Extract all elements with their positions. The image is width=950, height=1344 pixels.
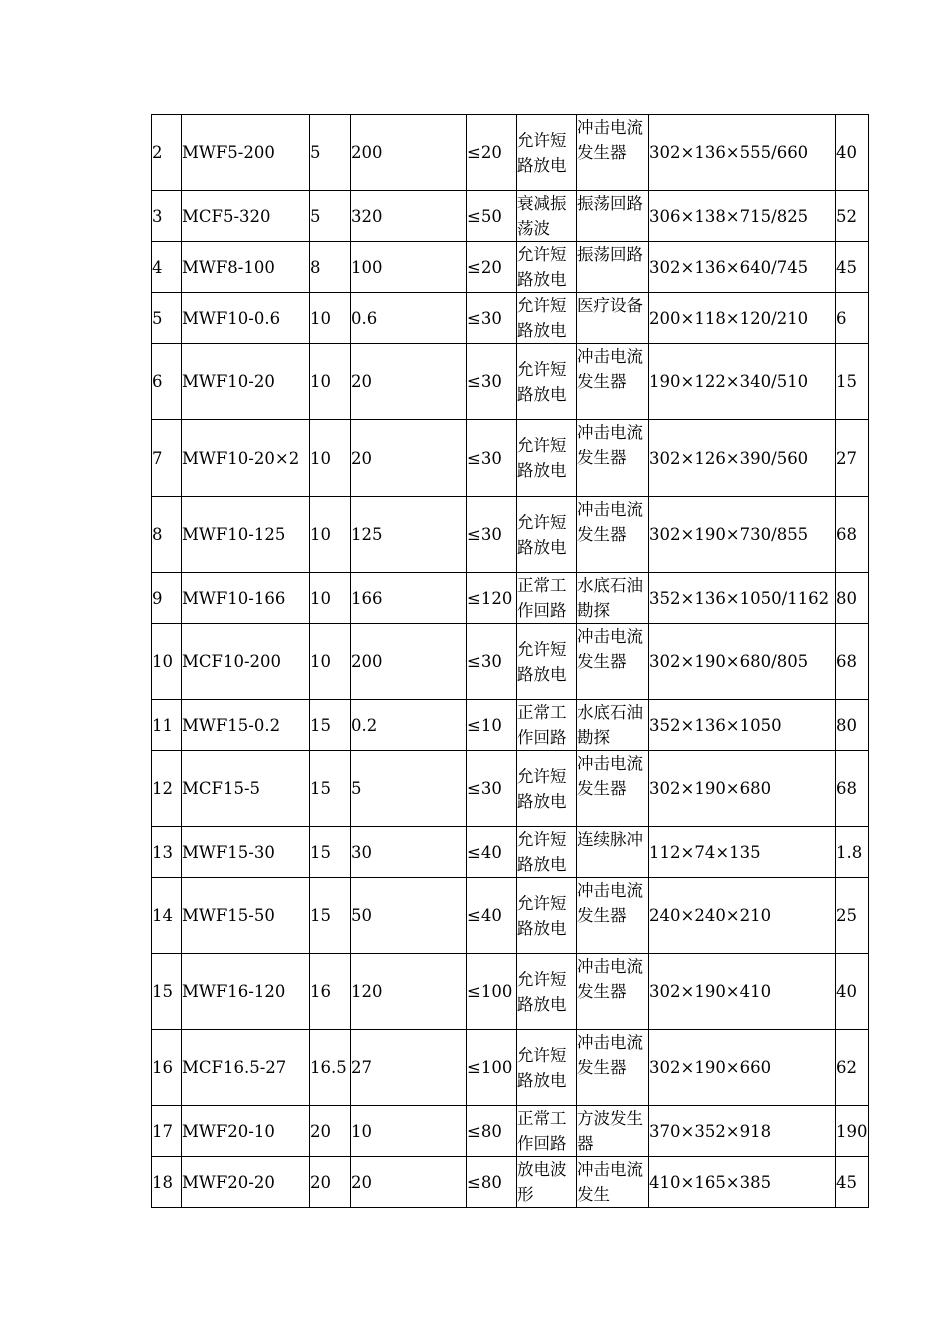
cell-usage: 允许短路放电 [517,878,577,954]
cell-capacity: 27 [351,1030,467,1106]
cell-no: 13 [152,827,182,878]
table-row [152,878,869,954]
cell-voltage: 16 [310,954,351,1030]
cell-dimensions: 302×190×410 [649,954,836,1030]
cell-inductance: ≤30 [467,293,517,344]
cell-application: 水底石油勘探 [577,700,649,751]
cell-voltage: 15 [310,751,351,827]
cell-usage: 允许短路放电 [517,751,577,827]
cell-voltage: 5 [310,115,351,191]
cell-no: 10 [152,624,182,700]
cell-application: 冲击电流发生器 [577,115,649,191]
cell-model: MWF10-166 [182,573,310,624]
cell-application: 连续脉冲 [577,827,649,878]
cell-voltage: 8 [310,242,351,293]
cell-application: 医疗设备 [577,293,649,344]
cell-inductance: ≤30 [467,420,517,497]
cell-model: MCF16.5-27 [182,1030,310,1106]
cell-capacity: 100 [351,242,467,293]
cell-dimensions: 352×136×1050/1162 [649,573,836,624]
cell-model: MWF10-20×2 [182,420,310,497]
cell-weight: 52 [836,191,869,242]
table-row [152,293,869,344]
cell-dimensions: 302×126×390/560 [649,420,836,497]
cell-dimensions: 190×122×340/510 [649,344,836,420]
cell-model: MWF8-100 [182,242,310,293]
cell-model: MCF15-5 [182,751,310,827]
cell-application: 冲击电流发生器 [577,751,649,827]
cell-dimensions: 302×190×730/855 [649,497,836,573]
cell-voltage: 15 [310,700,351,751]
cell-capacity: 50 [351,878,467,954]
table-row [152,242,869,293]
table-row [152,1157,869,1208]
cell-usage: 衰减振荡波 [517,191,577,242]
cell-model: MWF15-0.2 [182,700,310,751]
cell-model: MWF15-50 [182,878,310,954]
cell-weight: 68 [836,497,869,573]
cell-usage: 允许短路放电 [517,954,577,1030]
cell-weight: 40 [836,115,869,191]
cell-weight: 80 [836,573,869,624]
cell-weight: 68 [836,624,869,700]
cell-application: 冲击电流发生器 [577,878,649,954]
cell-no: 6 [152,344,182,420]
table-row [152,624,869,700]
cell-model: MWF5-200 [182,115,310,191]
cell-application: 冲击电流发生器 [577,954,649,1030]
cell-capacity: 0.2 [351,700,467,751]
table-row [152,700,869,751]
cell-application: 冲击电流发生器 [577,497,649,573]
cell-usage: 允许短路放电 [517,115,577,191]
cell-weight: 68 [836,751,869,827]
cell-capacity: 20 [351,344,467,420]
cell-inductance: ≤40 [467,827,517,878]
cell-usage: 放电波形 [517,1157,577,1208]
cell-capacity: 320 [351,191,467,242]
cell-dimensions: 240×240×210 [649,878,836,954]
table-row [152,115,869,191]
table-row [152,344,869,420]
cell-capacity: 125 [351,497,467,573]
cell-inductance: ≤30 [467,497,517,573]
cell-voltage: 20 [310,1106,351,1157]
cell-model: MCF10-200 [182,624,310,700]
cell-usage: 允许短路放电 [517,827,577,878]
cell-application: 方波发生器 [577,1106,649,1157]
cell-no: 15 [152,954,182,1030]
cell-capacity: 30 [351,827,467,878]
cell-inductance: ≤30 [467,344,517,420]
cell-inductance: ≤40 [467,878,517,954]
cell-weight: 45 [836,1157,869,1208]
cell-inductance: ≤50 [467,191,517,242]
cell-inductance: ≤30 [467,751,517,827]
cell-voltage: 16.5 [310,1030,351,1106]
cell-capacity: 120 [351,954,467,1030]
cell-weight: 190 [836,1106,869,1157]
cell-voltage: 5 [310,191,351,242]
cell-no: 8 [152,497,182,573]
cell-weight: 45 [836,242,869,293]
cell-capacity: 200 [351,624,467,700]
cell-inductance: ≤80 [467,1106,517,1157]
cell-no: 4 [152,242,182,293]
cell-usage: 允许短路放电 [517,344,577,420]
cell-dimensions: 302×136×640/745 [649,242,836,293]
cell-no: 16 [152,1030,182,1106]
cell-inductance: ≤100 [467,954,517,1030]
cell-application: 冲击电流发生器 [577,344,649,420]
cell-weight: 40 [836,954,869,1030]
cell-usage: 允许短路放电 [517,624,577,700]
cell-application: 冲击电流发生器 [577,624,649,700]
cell-capacity: 5 [351,751,467,827]
cell-no: 14 [152,878,182,954]
cell-no: 2 [152,115,182,191]
cell-dimensions: 352×136×1050 [649,700,836,751]
cell-inductance: ≤120 [467,573,517,624]
cell-application: 振荡回路 [577,242,649,293]
cell-application: 冲击电流发生 [577,1157,649,1208]
cell-weight: 1.8 [836,827,869,878]
cell-dimensions: 302×136×555/660 [649,115,836,191]
cell-inductance: ≤20 [467,115,517,191]
cell-weight: 6 [836,293,869,344]
cell-usage: 允许短路放电 [517,242,577,293]
cell-usage: 允许短路放电 [517,1030,577,1106]
cell-usage: 允许短路放电 [517,293,577,344]
cell-weight: 62 [836,1030,869,1106]
cell-weight: 80 [836,700,869,751]
cell-usage: 正常工作回路 [517,700,577,751]
cell-voltage: 10 [310,497,351,573]
cell-voltage: 10 [310,420,351,497]
table-row [152,751,869,827]
cell-dimensions: 370×352×918 [649,1106,836,1157]
cell-inductance: ≤100 [467,1030,517,1106]
cell-capacity: 20 [351,420,467,497]
cell-weight: 27 [836,420,869,497]
table-row [152,1030,869,1106]
cell-dimensions: 410×165×385 [649,1157,836,1208]
cell-voltage: 10 [310,573,351,624]
cell-application: 水底石油勘探 [577,573,649,624]
cell-no: 5 [152,293,182,344]
cell-capacity: 0.6 [351,293,467,344]
cell-model: MWF20-10 [182,1106,310,1157]
cell-capacity: 200 [351,115,467,191]
cell-usage: 正常工作回路 [517,1106,577,1157]
cell-voltage: 15 [310,827,351,878]
cell-model: MWF10-20 [182,344,310,420]
cell-application: 振荡回路 [577,191,649,242]
cell-model: MWF16-120 [182,954,310,1030]
cell-dimensions: 302×190×680 [649,751,836,827]
cell-voltage: 15 [310,878,351,954]
cell-model: MWF15-30 [182,827,310,878]
cell-no: 3 [152,191,182,242]
cell-dimensions: 302×190×680/805 [649,624,836,700]
cell-voltage: 10 [310,293,351,344]
cell-model: MWF20-20 [182,1157,310,1208]
cell-model: MWF10-0.6 [182,293,310,344]
cell-application: 冲击电流发生器 [577,420,649,497]
cell-no: 9 [152,573,182,624]
capacitor-spec-table [151,114,869,1208]
table-row [152,827,869,878]
cell-no: 11 [152,700,182,751]
cell-usage: 允许短路放电 [517,420,577,497]
cell-capacity: 10 [351,1106,467,1157]
cell-model: MCF5-320 [182,191,310,242]
cell-inductance: ≤20 [467,242,517,293]
cell-weight: 25 [836,878,869,954]
cell-capacity: 20 [351,1157,467,1208]
cell-no: 18 [152,1157,182,1208]
cell-capacity: 166 [351,573,467,624]
cell-voltage: 10 [310,344,351,420]
cell-model: MWF10-125 [182,497,310,573]
cell-no: 17 [152,1106,182,1157]
cell-application: 冲击电流发生器 [577,1030,649,1106]
table-row [152,1106,869,1157]
cell-usage: 允许短路放电 [517,497,577,573]
cell-inductance: ≤10 [467,700,517,751]
cell-inductance: ≤30 [467,624,517,700]
cell-dimensions: 200×118×120/210 [649,293,836,344]
cell-voltage: 10 [310,624,351,700]
table-row [152,954,869,1030]
cell-inductance: ≤80 [467,1157,517,1208]
cell-dimensions: 302×190×660 [649,1030,836,1106]
cell-no: 12 [152,751,182,827]
table-row [152,497,869,573]
cell-weight: 15 [836,344,869,420]
table-row [152,573,869,624]
cell-voltage: 20 [310,1157,351,1208]
cell-dimensions: 306×138×715/825 [649,191,836,242]
table-row [152,420,869,497]
cell-no: 7 [152,420,182,497]
cell-dimensions: 112×74×135 [649,827,836,878]
table-row [152,191,869,242]
cell-usage: 正常工作回路 [517,573,577,624]
